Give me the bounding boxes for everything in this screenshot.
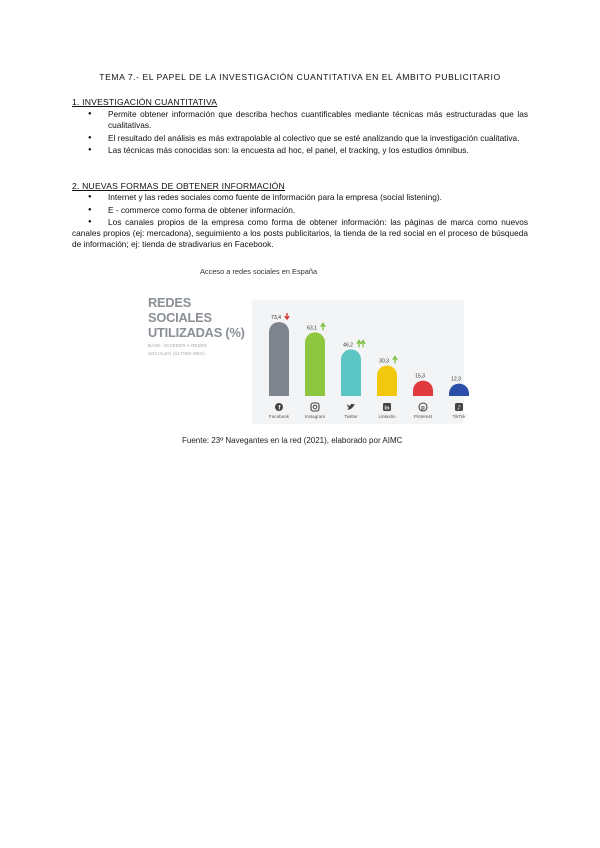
tiktok-glyph: ♪ <box>457 404 461 412</box>
brand-subtitle-2: SOCIALES (ÚLTIMO MES) <box>148 351 205 356</box>
bar-linkedin <box>377 365 397 396</box>
bullet-item: ● Internet y las redes sociales como fuente de información para la empresa (social listening). <box>72 192 528 203</box>
pinterest-glyph: p <box>421 405 425 412</box>
data-label: 30,3 <box>378 358 390 365</box>
category-label: TikTok <box>452 414 466 419</box>
brand-line-2: UTILIZADAS (%) <box>148 325 245 340</box>
data-label: 15,3 <box>414 373 426 380</box>
bar-facebook <box>269 322 289 396</box>
category-label: Pinterest <box>413 414 433 419</box>
facebook-glyph: f <box>278 405 281 412</box>
document-title: TEMA 7.- EL PAPEL DE LA INVESTIGACIÓN CUANTITATIVA EN EL ÁMBITO PUBLICITARIO <box>99 72 501 82</box>
trend-down-icon <box>285 313 289 319</box>
figure-caption: Fuente: 23º Navegantes en la red (2021), elaborado por AIMC <box>182 436 403 445</box>
data-label: 12,3 <box>450 376 462 383</box>
brand-line-1: REDES SOCIALES <box>148 295 212 325</box>
social-networks-figure <box>148 258 466 458</box>
bar-twitter <box>341 349 361 396</box>
bullet-item: ● Los canales propios de la empresa como forma de obtener información: las páginas de marca como nuevos canales propios (ej: mercadona), seguimiento a los posts publicitarios, la tienda de la red social en el proceso de búsqueda de información; ej: tienda de stradivarius en Facebook. <box>72 217 528 250</box>
trend-up-icon <box>321 323 325 330</box>
data-label: 73,4 <box>270 315 282 321</box>
category-label: Facebook <box>268 414 290 419</box>
data-label: 46,2 <box>342 342 354 349</box>
section-heading-1: 1. INVESTIGACIÓN CUANTITATIVA <box>72 97 218 107</box>
bullet-item: ● El resultado del análisis es más extrapolable al colectivo que se esté analizando que la investigación cualitativa. <box>72 133 528 144</box>
twitter-icon <box>347 404 355 410</box>
linkedin-glyph: in <box>384 405 390 412</box>
bar-tiktok <box>449 384 469 396</box>
data-label: 63,1 <box>306 325 318 332</box>
bullet-item: ● E - commerce como forma de obtener información. <box>72 205 528 216</box>
category-label: Twitter <box>344 414 358 419</box>
bar-instagram <box>305 332 325 396</box>
chart-brand-block <box>148 295 258 363</box>
bullet-item: ● Permite obtener información que describa hechos cuantificables mediante técnicas más estructuradas que las cualitativas. <box>72 109 528 131</box>
brand-subtitle-1: BASE: ACCEDEN A REDES <box>148 343 208 348</box>
bar-pinterest <box>413 381 433 396</box>
instagram-lens <box>313 405 317 409</box>
trend-up-icon <box>357 340 361 347</box>
section-heading-2: 2. NUEVAS FORMAS DE OBTENER INFORMACIÓN <box>72 181 285 191</box>
instagram-icon <box>311 403 319 411</box>
bullet-item: ● Las técnicas más conocidas son: la encuesta ad hoc, el panel, el tracking, y los estudios ómnibus. <box>72 145 528 156</box>
bullet-list-1 <box>72 109 528 158</box>
category-label: Instagram <box>304 414 326 419</box>
trend-up-icon <box>393 356 397 363</box>
trend-up-icon <box>361 340 365 347</box>
bar-chart <box>252 300 464 424</box>
category-label: Linkedin <box>378 414 396 419</box>
bullet-list-2 <box>72 192 528 252</box>
chart-title: Acceso a redes sociales en España <box>200 267 318 276</box>
